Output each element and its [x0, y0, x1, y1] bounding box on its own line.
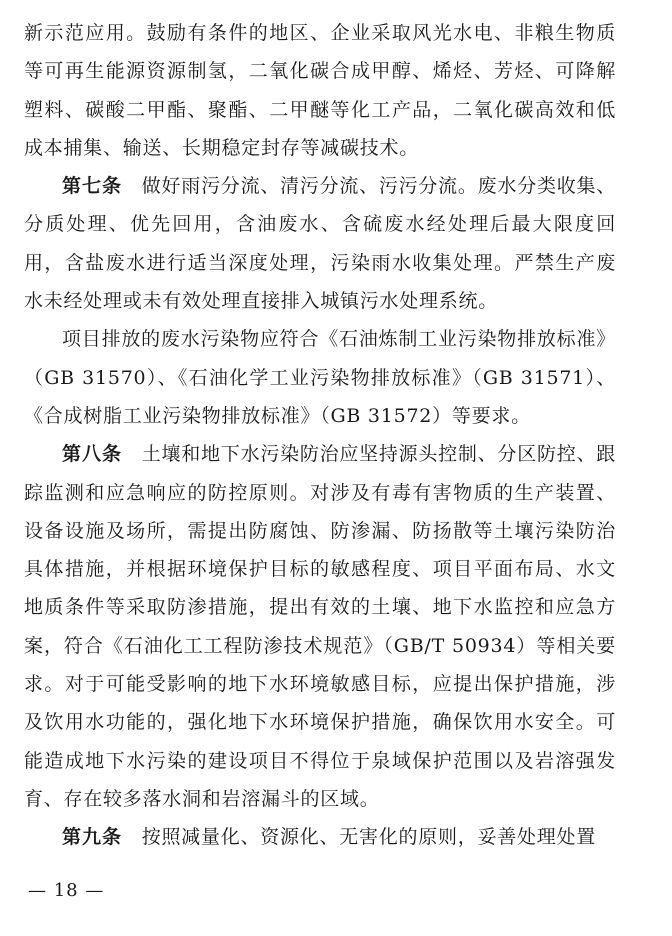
document-body [24, 14, 616, 857]
article-heading: 第七条 [62, 175, 123, 198]
paragraph-article-8 [24, 435, 616, 818]
paragraph-text: 土壤和地下水污染防治应坚持源头控制、分区防控、跟踪监测和应急响应的防控原则。对涉及有毒有害物质的生产装置、设备设施及场所，需提出防腐蚀、防渗漏、防扬散等土壤污染防治具体措施，并根据环境保护目标的敏感程度、项目平面布局、水文地质条件等采取防渗措施，提出有效的土壤、地下水监控和应急方案，符合《石油化工工程防渗技术规范》（GB/T 50934）等相关要求。对于可能受影响的地下水环境敏感目标，应提出保护措施，涉及饮用水功能的，强化地下水环境保护措施，确保饮用水安全。可能造成地下水污染的建设项目不得位于泉域保护范围以及岩溶强发育、存在较多落水洞和岩溶漏斗的区域。 [24, 443, 616, 810]
paragraph-continuation [24, 14, 616, 167]
paragraph-article-9 [24, 818, 616, 856]
article-heading: 第九条 [62, 826, 123, 849]
paragraph-text: 新示范应用。鼓励有条件的地区、企业采取风光水电、非粮生物质等可再生能源资源制氢，二氧化碳合成甲醇、烯烃、芳烃、可降解塑料、碳酸二甲酯、聚酯、二甲醚等化工产品，二氧化碳高效和低成本捕集、输送、长期稳定封存等减碳技术。 [24, 22, 616, 159]
paragraph-article-7 [24, 167, 616, 320]
article-heading: 第八条 [62, 443, 123, 466]
paragraph-text: 做好雨污分流、清污分流、污污分流。废水分类收集、分质处理、优先回用，含油废水、含硫废水经处理后最大限度回用，含盐废水进行适当深度处理，污染雨水收集处理。严禁生产废水未经处理或未有效处理直接排入城镇污水处理系统。 [24, 175, 616, 313]
page-number: — 18 — [28, 880, 105, 901]
paragraph-discharge-standards [24, 320, 616, 435]
paragraph-text: 按照减量化、资源化、无害化的原则，妥善处理处置 [141, 826, 597, 849]
paragraph-text: 项目排放的废水污染物应符合《石油炼制工业污染物排放标准》（GB 31570）、《石油化学工业污染物排放标准》（GB 31571）、《合成树脂工业污染物排放标准》（GB 31572）等要求。 [24, 328, 616, 427]
